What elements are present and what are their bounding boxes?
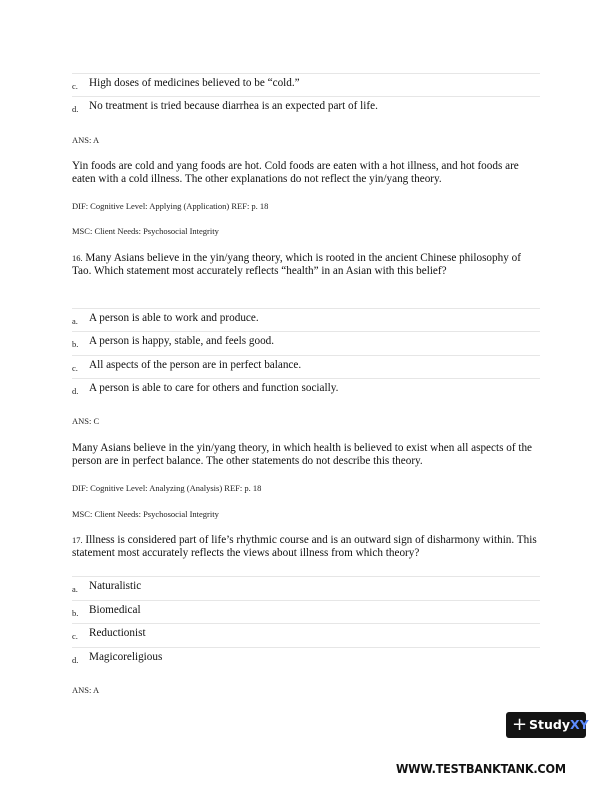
option-letter: b. xyxy=(72,608,79,618)
q15-answer: ANS: A xyxy=(72,135,100,145)
q16-option-c xyxy=(72,355,540,378)
footer-url[interactable]: WWW.TESTBANKTANK.COM xyxy=(396,762,566,776)
question-number: 16. xyxy=(72,253,83,263)
option-letter: a. xyxy=(72,316,78,326)
option-letter: a. xyxy=(72,584,78,594)
studyxy-badge[interactable] xyxy=(506,712,589,738)
option-text: Naturalistic xyxy=(89,580,142,592)
option-letter: c. xyxy=(72,631,78,641)
q17-option-c xyxy=(72,623,540,646)
q16-option-a xyxy=(72,308,540,331)
q16-option-b xyxy=(72,331,540,354)
q16-option-d xyxy=(72,378,540,401)
option-letter: c. xyxy=(72,363,78,373)
option-text: High doses of medicines believed to be “cold.” xyxy=(89,77,300,89)
brand-logo-text xyxy=(529,717,589,732)
question-number: 17. xyxy=(72,535,83,545)
q15-msc: MSC: Client Needs: Psychosocial Integrity xyxy=(72,226,219,236)
option-text: Biomedical xyxy=(89,604,141,616)
option-letter: d. xyxy=(72,104,79,114)
question-stem: Many Asians believe in the yin/yang theory, which is rooted in the ancient Chinese philosophy of Tao. Which statement most accurately reflects “health” in an Asian with this belief? xyxy=(72,252,521,277)
option-text: Magicoreligious xyxy=(89,651,163,663)
q17-option-a xyxy=(72,576,540,599)
q17-stem xyxy=(72,534,542,559)
q15-option-c xyxy=(72,73,540,96)
q17-option-d xyxy=(72,647,540,670)
q17-option-b xyxy=(72,600,540,623)
q15-option-d xyxy=(72,96,540,119)
q15-rationale: Yin foods are cold and yang foods are hot. Cold foods are eaten with a hot illness, and hot foods are eaten with a cold illness. The other explanations do not reflect the yin/yang theory. xyxy=(72,160,519,185)
option-text: A person is able to care for others and function socially. xyxy=(89,382,339,394)
brand-main: Study xyxy=(529,717,570,732)
option-text: No treatment is tried because diarrhea is an expected part of life. xyxy=(89,100,378,112)
option-letter: d. xyxy=(72,655,79,665)
option-letter: c. xyxy=(72,81,78,91)
q16-dif: DIF: Cognitive Level: Analyzing (Analysis) REF: p. 18 xyxy=(72,483,262,493)
q17-answer: ANS: A xyxy=(72,685,100,695)
option-text: Reductionist xyxy=(89,627,146,639)
q16-rationale: Many Asians believe in the yin/yang theory, in which health is believed to exist when all aspects of the person are in perfect balance. The other statements do not describe this theory. xyxy=(72,442,533,467)
option-text: A person is able to work and produce. xyxy=(89,312,259,324)
option-text: A person is happy, stable, and feels good. xyxy=(89,335,275,347)
plus-icon: + xyxy=(512,714,528,735)
brand-accent: XY xyxy=(569,717,589,732)
q16-stem xyxy=(72,252,542,277)
option-letter: b. xyxy=(72,339,79,349)
option-letter: d. xyxy=(72,386,79,396)
q16-msc: MSC: Client Needs: Psychosocial Integrity xyxy=(72,509,219,519)
option-text: All aspects of the person are in perfect balance. xyxy=(89,359,302,371)
question-stem: Illness is considered part of life’s rhythmic course and is an outward sign of disharmony within. This statement most accurately reflects the views about illness from which theory? xyxy=(72,534,537,559)
q15-dif: DIF: Cognitive Level: Applying (Application) REF: p. 18 xyxy=(72,201,269,211)
q16-answer: ANS: C xyxy=(72,416,100,426)
